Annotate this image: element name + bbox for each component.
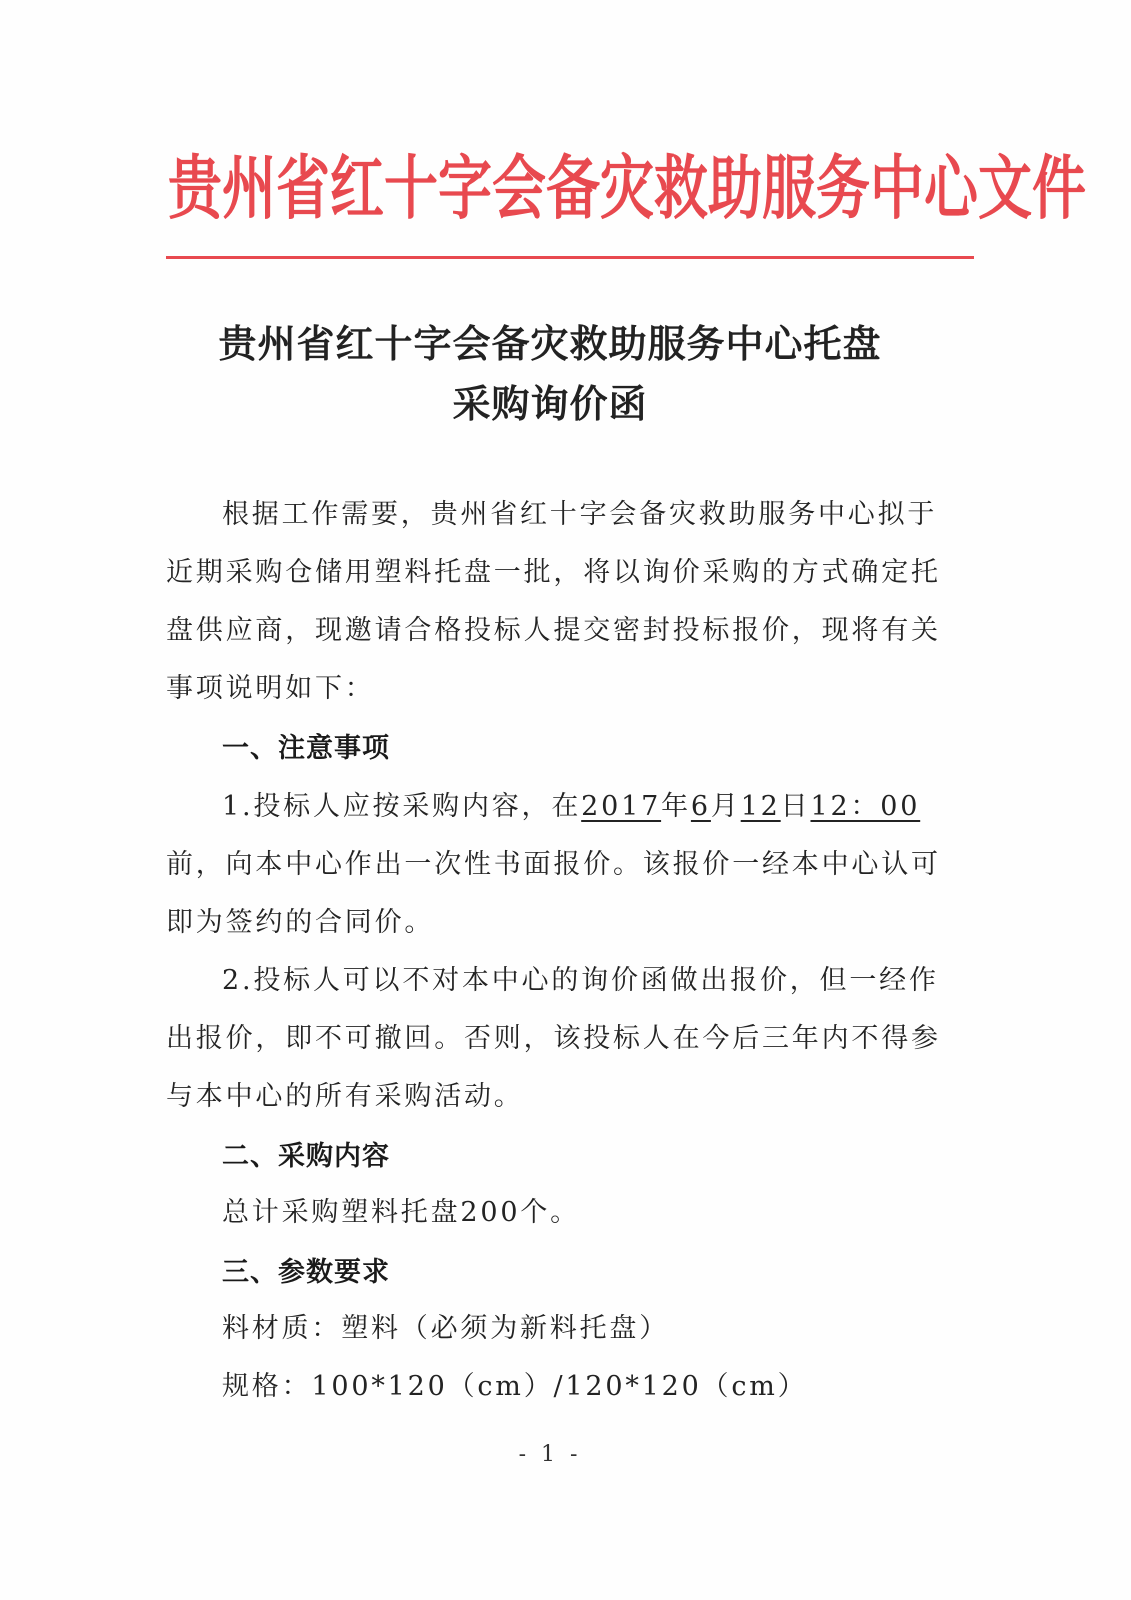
deadline-month: 6 [690, 791, 711, 822]
document-title-line1: 贵州省红十字会备灾救助服务中心托盘 [218, 321, 882, 366]
section1-item1-line3: 即为签约的合同价。 [166, 907, 435, 938]
section1-item2-line1: 2.投标人可以不对本中心的询价函做出报价，但一经作 [222, 965, 939, 996]
day-unit: 日 [780, 791, 811, 822]
item1-prefix: 1.投标人应按采购内容，在 [222, 791, 582, 822]
deadline-year: 2017 [581, 791, 662, 822]
intro-line-2: 近期采购仓储用塑料托盘一批，将以询价采购的方式确定托 [166, 557, 941, 588]
deadline-day: 12 [740, 791, 781, 822]
section3-material: 料材质：塑料（必须为新料托盘） [222, 1313, 669, 1344]
section3-heading: 三、参数要求 [222, 1257, 390, 1288]
year-unit: 年 [661, 791, 691, 822]
intro-line-4: 事项说明如下： [166, 673, 375, 704]
document-header-title: 贵州省红十字会备灾救助服务中心文件 [168, 148, 1086, 229]
month-unit: 月 [710, 791, 741, 822]
header-red-rule [166, 256, 974, 259]
deadline-time: 12：00 [810, 791, 921, 822]
section2-heading: 二、采购内容 [222, 1141, 390, 1172]
intro-line-3: 盘供应商，现邀请合格投标人提交密封投标报价，现将有关 [166, 615, 941, 646]
intro-line-1: 根据工作需要，贵州省红十字会备灾救助服务中心拟于 [222, 499, 938, 530]
section1-item2-line2: 出报价，即不可撤回。否则，该投标人在今后三年内不得参 [166, 1023, 941, 1054]
page-number: - 1 - [518, 1442, 582, 1467]
document-title-line2: 采购询价函 [452, 381, 648, 426]
section3-spec: 规格：100*120（cm）/120*120（cm） [222, 1371, 808, 1402]
section1-item1-line2: 前，向本中心作出一次性书面报价。该报价一经本中心认可 [166, 849, 941, 880]
section1-heading: 一、注意事项 [222, 733, 390, 764]
section1-item1-line1 [222, 784, 920, 823]
section1-item2-line3: 与本中心的所有采购活动。 [166, 1081, 524, 1112]
section2-text: 总计采购塑料托盘200个。 [222, 1197, 580, 1228]
